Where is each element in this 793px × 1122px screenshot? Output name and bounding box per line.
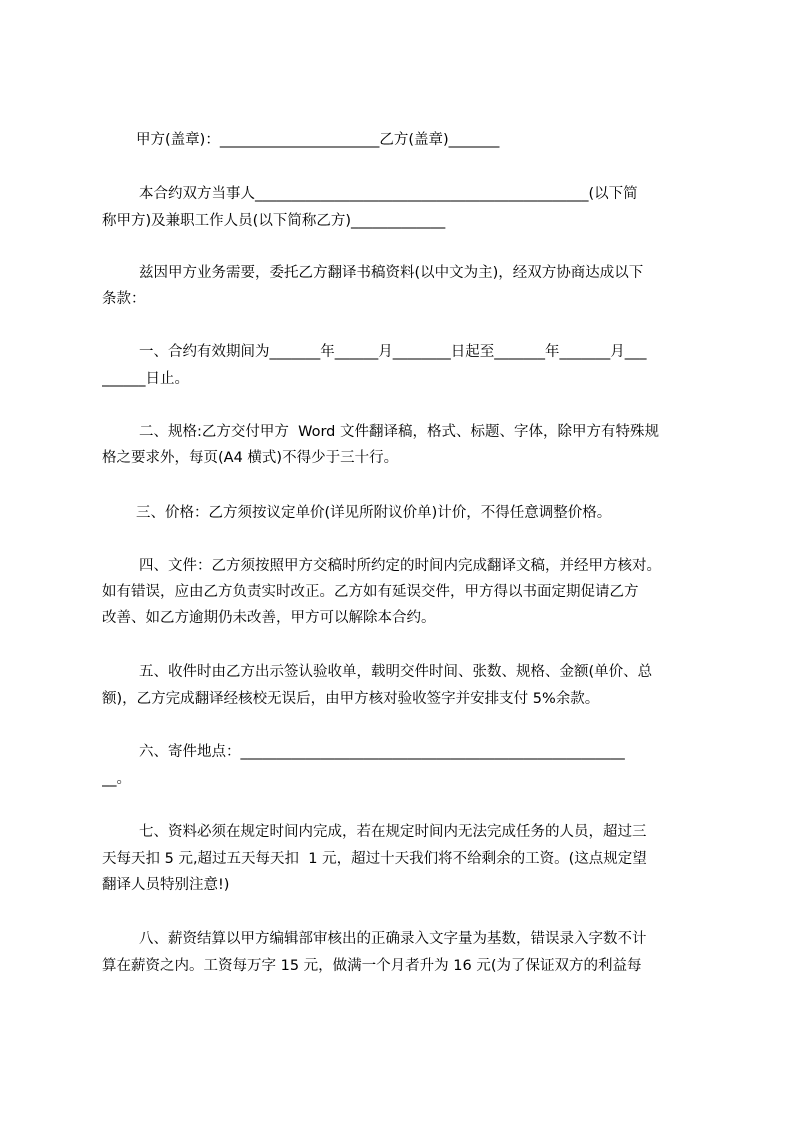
paragraph-line: 称甲方)及兼职工作人员(以下简称乙方)_____________ — [102, 213, 446, 229]
paragraph-line: 条款： — [102, 291, 146, 307]
paragraph-line: 天每天扣 5 元,超过五天每天扣 1 元，超过十天我们将不给剩余的工资。(这点规定望 — [102, 851, 647, 867]
paragraph-line: 改善、如乙方逾期仍未改善，甲方可以解除本合约。 — [102, 610, 436, 626]
paragraph-line: 三、价格：乙方须按议定单价(详见所附议价单)计价，不得任意调整价格。 — [136, 505, 612, 521]
paragraph-line: 如有错误，应由乙方负责实时改正。乙方如有延误交件，甲方得以书面定期促请乙方 — [102, 584, 639, 600]
paragraph-line: 四、文件：乙方须按照甲方交稿时所约定的时间内完成翻译文稿，并经甲方核对。 — [139, 558, 661, 574]
paragraph-line: 兹因甲方业务需要，委托乙方翻译书稿资料(以中文为主)，经双方协商达成以下 — [139, 265, 644, 281]
signature-line: 甲方(盖章)：______________________乙方(盖章)_______ — [136, 132, 500, 148]
paragraph-line: 本合约双方当事人______________________________________________(以下简 — [139, 186, 638, 202]
paragraph-line: 八、薪资结算以甲方编辑部审核出的正确录入文字量为基数，错误录入字数不计 — [139, 931, 647, 947]
paragraph-line: 算在薪资之内。工资每万字 15 元，做满一个月者升为 16 元(为了保证双方的利益每 — [102, 958, 642, 974]
paragraph-line: 七、资料必须在规定时间内完成，若在规定时间内无法完成任务的人员，超过三 — [139, 824, 647, 840]
paragraph-line: 五、收件时由乙方出示签认验收单，载明交件时间、张数、规格、金额(单价、总 — [139, 664, 653, 680]
paragraph-line: 格之要求外，每页(A4 横式)不得少于三十行。 — [102, 450, 399, 466]
paragraph-line: 额)，乙方完成翻译经核校无误后，由甲方核对验收签字并安排支付 5%余款。 — [102, 691, 600, 707]
paragraph-line: 翻译人员特别注意!) — [102, 877, 230, 893]
paragraph-line: __。 — [102, 771, 131, 787]
paragraph-line: 二、规格:乙方交付甲方 Word 文件翻译稿，格式、标题、字体，除甲方有特殊规 — [139, 424, 659, 440]
paragraph-line: 六、寄件地点：_____________________________________________________ — [139, 744, 625, 760]
paragraph-line: 一、合约有效期间为_______年______月________日起至_______年_______月___ — [139, 344, 647, 360]
paragraph-line: ______日止。 — [102, 371, 189, 387]
